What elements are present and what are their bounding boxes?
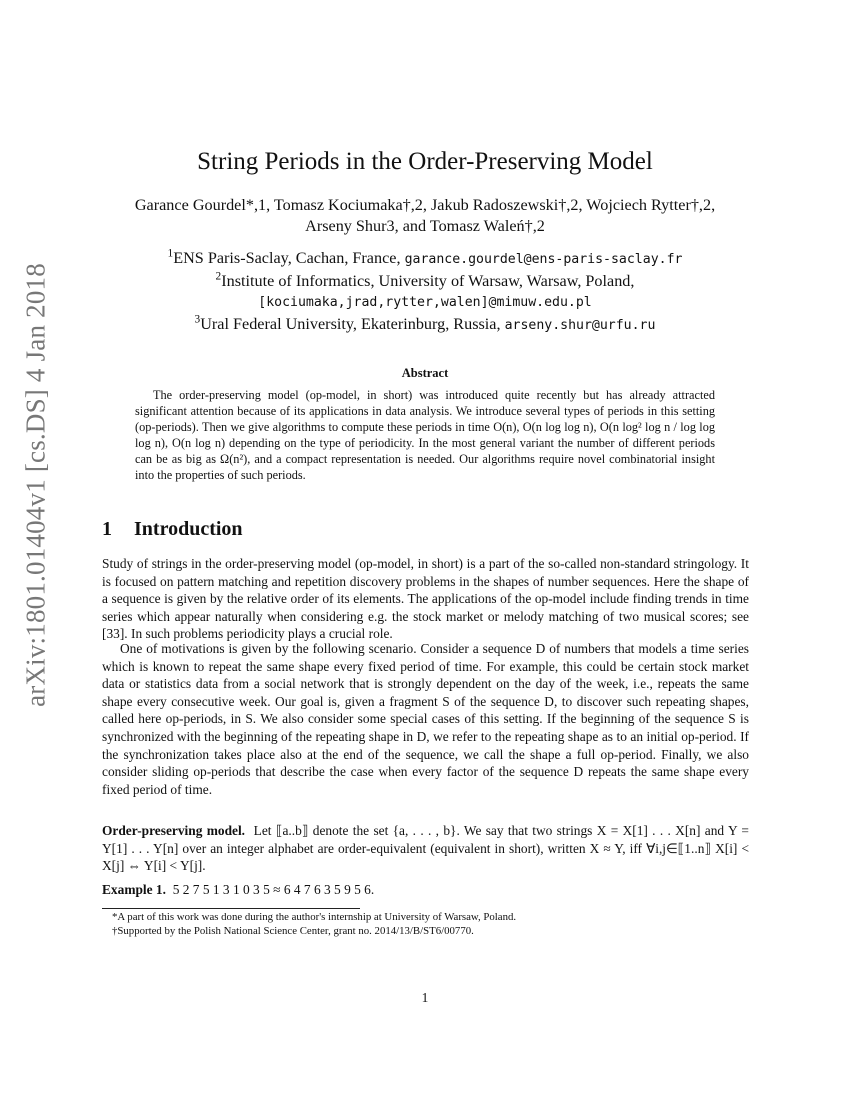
page-number: 1 — [421, 990, 429, 1005]
paragraph-order-preserving — [102, 822, 749, 875]
paper-title: String Periods in the Order-Preserving Model — [197, 148, 653, 175]
paragraph-head: Order-preserving model. — [102, 823, 246, 838]
section-title: Introduction — [134, 518, 243, 540]
footnote-2: †Supported by the Polish National Science Center, grant no. 2014/13/B/ST6/00770. — [112, 925, 474, 937]
abstract-text: The order-preserving model (op-model, in short) was introduced quite recently but has already attracted significant attention because of its applications in data analysis. We introduce several types of periods in this setting (op-periods). Then we give algorithms to compute these periods in time O(n), O(n log log n), O(n log² log n / log log log n), O(n log n) depending on the type of periodicity. In the most general variant the number of different periods can be as big as Ω(n²), and a compact representation is needed. Our algorithms require novel combinatorial insight into the properties of such periods. — [135, 388, 715, 482]
authors-line-1: Garance Gourdel*,1, Tomasz Kociumaka†,2, Jakub Radoszewski†,2, Wojciech Rytter†,2, — [134, 196, 716, 214]
email-1[interactable]: garance.gourdel@ens-paris-saclay.fr — [404, 252, 683, 267]
authors-line-2: Arseny Shur3, and Tomasz Waleń†,2 — [305, 217, 545, 235]
footnote-1: *A part of this work was done during the author's internship at University of Warsaw, Poland. — [112, 911, 517, 923]
abstract-heading: Abstract — [401, 366, 449, 380]
paragraph-2: One of motivations is given by the following scenario. Consider a sequence D of numbers that models a time series which is known to repeat the same shape every fixed period of time. For example, this could be certain stock market data or statistics data from a social network that is strongly dependent on the day of the week, i.e., repeats the same shape every consecutive week. Our goal is, given a fragment S of the sequence D, to discover such repeating shapes, called here op-periods, in S. We also consider some special cases of this setting. If the beginning of the sequence S is synchronized with the beginning of the repeating shape in D, we refer to the repeating shape as to an initial op-period. If the synchronization takes place also at the end of the sequence, we call the shape a full op-period. Finally, we also consider sliding op-periods that describe the case when every factor of the sequence D repeats the same shape every fixed period of time. — [102, 641, 749, 797]
author-list — [100, 195, 750, 237]
arxiv-sidebar-stamp — [14, 263, 58, 707]
example-text: 5 2 7 5 1 3 1 0 3 5 ≈ 6 4 7 6 3 5 9 5 6. — [172, 882, 375, 897]
affiliation-2-email — [100, 291, 750, 314]
affiliations — [100, 248, 750, 336]
example-head: Example 1. — [102, 882, 166, 897]
paragraph-1: Study of strings in the order-preserving model (op-model, in short) is a part of the so-called non-standard stringology. It is focused on pattern matching and repetition discovery problems in the shapes of number sequences. Here the shape of a sequence is given by the relative order of its elements. The applications of the op-model include finding trends in time series which appear naturally when considering e.g. the stock market or melody matching of two musical scores; see [33]. In such problems periodicity plays a crucial role. — [102, 556, 749, 642]
affiliation-3: $^3$Ural Federal University, Ekaterinburg, Russia, arseny.shur@urfu.ru — [194, 313, 656, 333]
email-3[interactable]: arseny.shur@urfu.ru — [504, 317, 656, 333]
email-2[interactable]: [kociumaka,jrad,rytter,walen]@mimuw.edu.pl — [258, 295, 592, 310]
arxiv-id: arXiv:1801.01404v1 [cs.DS] 4 Jan 2018 — [20, 263, 51, 707]
section-number: 1 — [102, 518, 112, 540]
section-heading — [102, 518, 243, 541]
affiliation-1: $^1$ENS Paris-Saclay, Cachan, France, garance.gourdel@ens-paris-saclay.fr — [167, 247, 683, 267]
paragraph-text: Let ⟦a..b⟧ denote the set {a, . . . , b}. We say that two strings X = X[1] . . . X[n] and Y = Y[1] . . . Y[n] over an integer alphabet are order-equivalent (equivalent in short), written X ≈ Y, iff ∀i,j∈⟦1..n⟧ X[i] < X[j] ⇔ Y[i] < Y[j]. — [102, 823, 749, 874]
example-1 — [102, 881, 749, 899]
affiliation-2: $^2$Institute of Informatics, University of Warsaw, Warsaw, Poland, — [215, 270, 635, 290]
footnote-rule — [102, 908, 360, 909]
